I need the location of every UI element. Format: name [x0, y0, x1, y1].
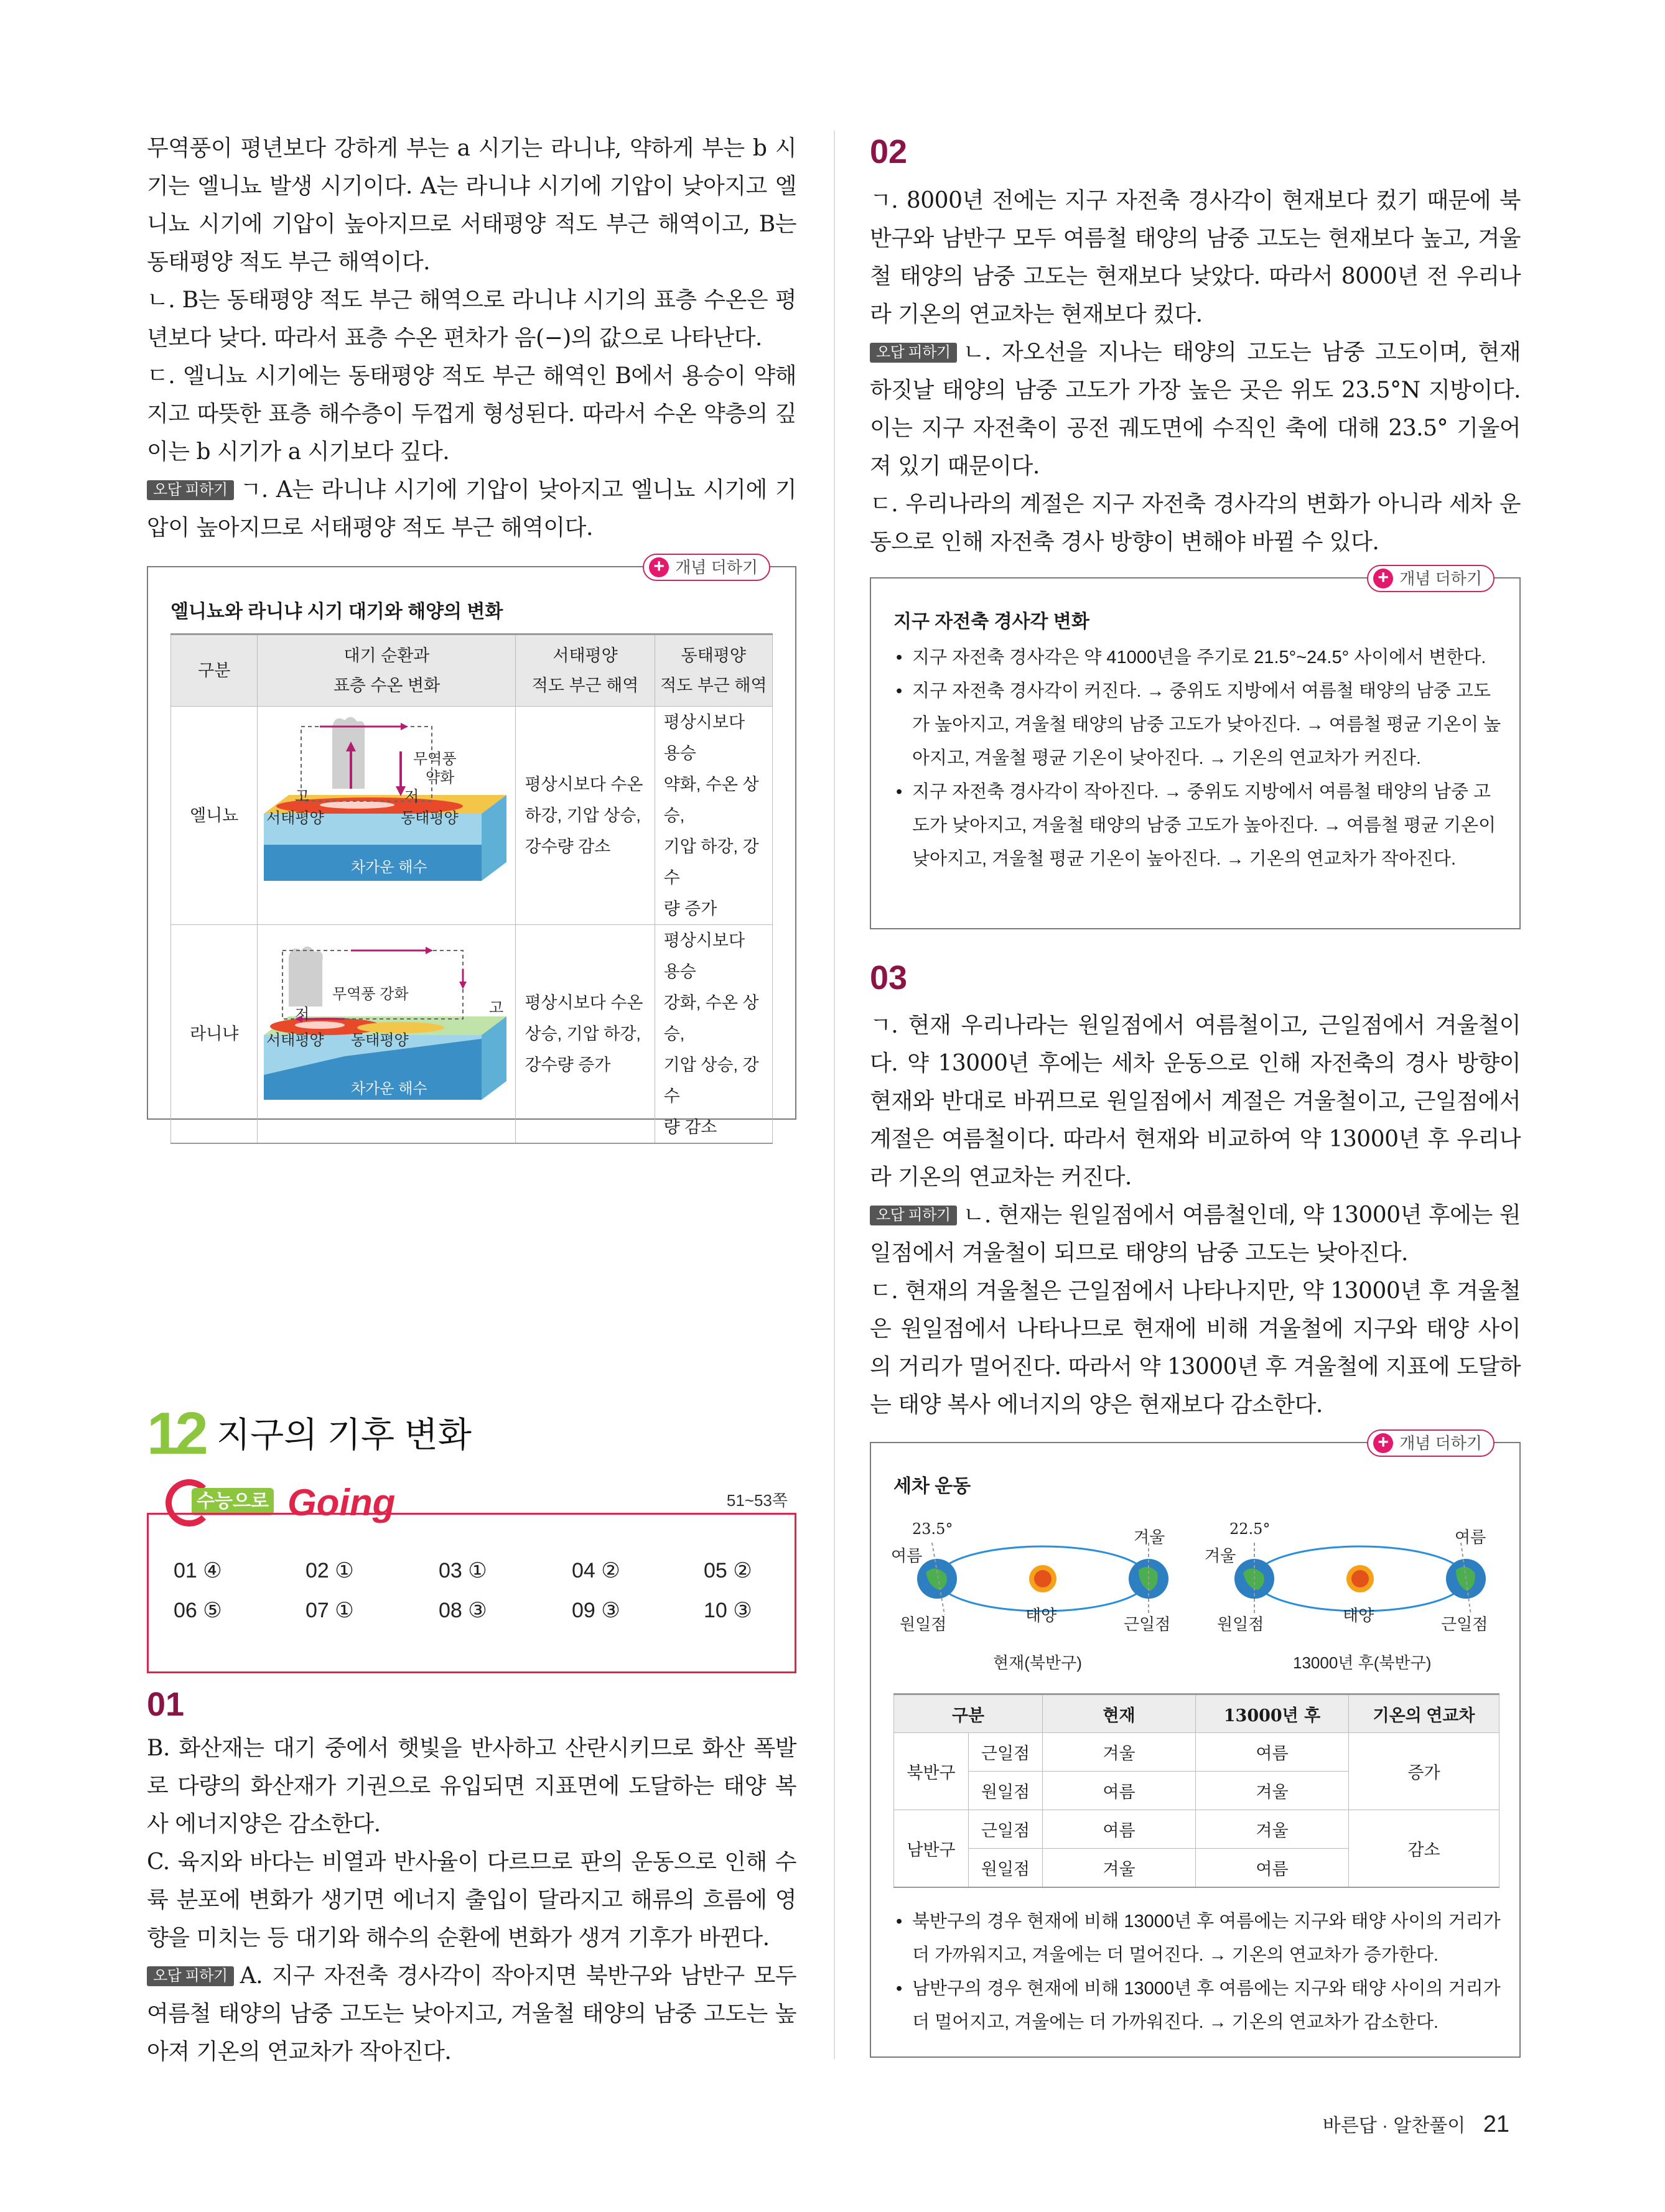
answer-item: 02 ①	[305, 1559, 354, 1582]
hemisphere-north: 북반구	[894, 1733, 969, 1810]
svg-text:차가운 해수: 차가운 해수	[351, 858, 428, 876]
intro-paragraph: 무역풍이 평년보다 강하게 부는 a 시기는 라니냐, 약하게 부는 b 시기는 엘니뇨 발생 시기이다. A는 라니냐 시기에 기압이 낮아지고 엘니뇨 시기에 기압이 높아지므로 서태평양 적도 부근 해역이고, B는 동태평양 적도 부근 해역이다.	[147, 136, 796, 275]
cell-far: 원일점	[969, 1772, 1043, 1810]
th-category: 구분	[894, 1694, 1043, 1733]
cell: 여름	[1196, 1849, 1349, 1887]
answer-n: ㄴ. B는 동태평양 적도 부근 해역으로 라니냐 시기의 표층 수온은 평년보다 낮다. 따라서 표층 수온 편차가 음(−)의 값으로 나타난다.	[147, 287, 796, 351]
th-circulation: 대기 순환과 표층 수온 변화	[258, 634, 516, 707]
svg-text:현재(북반구): 현재(북반구)	[993, 1653, 1082, 1672]
cell-near: 근일점	[969, 1810, 1043, 1849]
svg-text:원일점: 원일점	[1217, 1615, 1264, 1633]
concept-box-elnino	[147, 556, 796, 1136]
page-number: 21	[1483, 2111, 1509, 2137]
lanina-west: 평상시보다 수온 상승, 기압 하강, 강수량 증가	[516, 925, 655, 1144]
q01-b: B. 화산재는 대기 중에서 햇빛을 반사하고 산란시키므로 화산 폭발로 다량의 화산재가 기권으로 유입되면 지표면에 도달하는 태양 복사 에너지양은 감소한다.	[147, 1736, 796, 1837]
elnino-diagram	[258, 714, 515, 908]
svg-text:여름: 여름	[1455, 1528, 1486, 1546]
orbit-future	[1205, 1520, 1488, 1672]
row-elnino	[171, 707, 773, 925]
cell: 여름	[1196, 1733, 1349, 1772]
cell: 여름	[1043, 1772, 1196, 1810]
q02-avoid: 오답 피하기 ㄴ. 자오선을 지나는 태양의 고도는 남중 고도이며, 현재 하짓날 태양의 남중 고도가 가장 높은 곳은 위도 23.5°N 지방이다. 이는 지구 자전축이 공전 궤도면에 수직인 축에 대해 23.5° 기울어져 있기 때문이다.	[870, 340, 1521, 479]
cell: 겨울	[1196, 1772, 1349, 1810]
concept-tag: + 개념 더하기	[643, 554, 770, 581]
svg-text:겨울: 겨울	[1134, 1528, 1165, 1546]
lanina-figure	[258, 925, 516, 1144]
cell-far: 원일점	[969, 1849, 1043, 1887]
q03-avoid: 오답 피하기 ㄴ. 현재는 원일점에서 여름철인데, 약 13000년 후에는 원일점에서 겨울철이 되므로 태양의 남중 고도는 낮아진다.	[870, 1202, 1521, 1266]
th-west: 서태평양 적도 부근 해역	[516, 634, 655, 707]
avoid-badge: 오답 피하기	[870, 1206, 957, 1225]
box-title: 지구 자전축 경사각 변화	[893, 611, 1089, 632]
th-now: 현재	[1043, 1694, 1196, 1733]
precession-table	[893, 1693, 1499, 1888]
cell-diff: 증가	[1349, 1733, 1499, 1810]
th-diff: 기온의 연교차	[1349, 1694, 1499, 1733]
avoid-badge: 오답 피하기	[147, 1966, 234, 1986]
going-word: Going	[287, 1482, 396, 1523]
svg-text:겨울: 겨울	[1205, 1546, 1236, 1565]
th-east: 동태평양 적도 부근 해역	[655, 634, 772, 707]
svg-text:근일점: 근일점	[1441, 1615, 1488, 1633]
svg-text:23.5°: 23.5°	[912, 1520, 953, 1538]
svg-text:동태평양: 동태평양	[401, 809, 459, 827]
lanina-east: 평상시보다 용승 강화, 수온 상승, 기압 상승, 강수 량 감소	[655, 925, 772, 1144]
hemisphere-south: 남반구	[894, 1810, 969, 1887]
th-future: 13000년 후	[1196, 1694, 1349, 1733]
plus-icon: +	[649, 557, 669, 577]
cell: 겨울	[1196, 1810, 1349, 1849]
svg-text:서태평양: 서태평양	[266, 809, 325, 827]
answer-item: 03 ①	[439, 1559, 487, 1582]
cell-diff: 감소	[1349, 1810, 1499, 1887]
answer-d: ㄷ. 엘니뇨 시기에는 동태평양 적도 부근 해역인 B에서 용승이 약해지고 따뜻한 표층 해수층이 두껍게 형성된다. 따라서 수온 약층의 깊이는 b 시기가 a 시기보다 깊다.	[147, 363, 796, 465]
concept-tag: + 개념 더하기	[1367, 565, 1495, 592]
box-title: 세차 운동	[893, 1476, 971, 1497]
plus-icon: +	[1373, 569, 1393, 588]
orbit-now	[891, 1520, 1170, 1672]
q03-g: ㄱ. 현재 우리나라는 원일점에서 여름철이고, 근일점에서 겨울철이다. 약 13000년 후에는 세차 운동으로 인해 자전축의 경사 방향이 현재와 반대로 바뀌므로 원일점에서 계절은 겨울철이고, 근일점에서 계절은 여름철이다. 따라서 현재와 비교하여 약 13000년 후 우리나라 기온의 연교차는 커진다.	[870, 1013, 1521, 1190]
avoid-badge: 오답 피하기	[147, 480, 234, 500]
svg-text:여름: 여름	[891, 1546, 923, 1565]
bullet: • 북반구의 경우 현재에 비해 13000년 후 여름에는 지구와 태양 사이의 거리가 더 가까워지고, 겨울에는 더 멀어진다. → 기온의 연교차가 증가한다.	[896, 1912, 1501, 1965]
elnino-west: 평상시보다 수온 하강, 기압 상승, 강수량 감소	[516, 707, 655, 925]
going-prefix: 수능으로	[192, 1488, 274, 1515]
elnino-table	[170, 633, 773, 1144]
q01-c: C. 육지와 바다는 비열과 반사율이 다르므로 판의 운동으로 인해 수륙 분포에 변화가 생기면 에너지 출입이 달라지고 해류의 흐름에 영향을 미치는 등 대기와 해수의 순환에 변화가 생겨 기후가 바뀐다.	[147, 1849, 796, 1951]
answer-avoid: 오답 피하기 ㄱ. A는 라니냐 시기에 기압이 낮아지고 엘니뇨 시기에 기압이 높아지므로 서태평양 적도 부근 해역이다.	[147, 477, 796, 541]
svg-text:동태평양: 동태평양	[351, 1031, 409, 1049]
row-label: 엘니뇨	[171, 707, 258, 925]
cell: 여름	[1043, 1810, 1196, 1849]
page-footer	[1323, 2110, 1509, 2138]
concept-box-precession	[870, 1432, 1521, 2058]
chapter-number: 12	[147, 1400, 203, 1467]
q03-d: ㄷ. 현재의 겨울철은 근일점에서 나타나지만, 약 13000년 후 겨울철은 원일점에서 나타나므로 현재에 비해 겨울철에 지구와 태양 사이의 거리가 멀어진다. 따라서 약 13000년 후 겨울철에 지표에 도달하는 태양 복사 에너지의 양은 현재보다 감소한다.	[870, 1278, 1521, 1418]
th-category: 구분	[171, 634, 258, 707]
lanina-diagram	[258, 932, 515, 1127]
svg-text:저: 저	[404, 788, 419, 805]
row-label: 라니냐	[171, 925, 258, 1144]
svg-text:저: 저	[295, 1005, 310, 1023]
page-range: 51~53쪽	[726, 1491, 788, 1510]
concept-tag: + 개념 더하기	[1367, 1429, 1495, 1457]
avoid-badge: 오답 피하기	[870, 343, 957, 363]
svg-text:원일점: 원일점	[900, 1615, 947, 1633]
bullet: • 지구 자전축 경사각이 커진다. → 중위도 지방에서 여름철 태양의 남중 고도가 높아지고, 겨울철 태양의 남중 고도가 낮아진다. → 여름철 평균 기온이 높아지고, 겨울철 평균 기온이 낮아진다. → 기온의 연교차가 커진다.	[896, 681, 1501, 768]
question-number-03: 03	[870, 959, 908, 997]
cell-near: 근일점	[969, 1733, 1043, 1772]
svg-text:근일점: 근일점	[1124, 1615, 1171, 1633]
question-number-01: 01	[147, 1686, 185, 1723]
answer-item: 01 ④	[174, 1559, 222, 1582]
svg-text:무역풍 강화: 무역풍 강화	[332, 985, 409, 1003]
q01-avoid: 오답 피하기 A. 지구 자전축 경사각이 작아지면 북반구와 남반구 모두 여름철 태양의 남중 고도는 낮아지고, 겨울철 태양의 남중 고도는 높아져 기온의 연교차가 작아진다.	[147, 1963, 796, 2065]
svg-text:태양: 태양	[1025, 1606, 1057, 1625]
cell: 겨울	[1043, 1849, 1196, 1887]
answer-item: 06 ⑤	[174, 1599, 222, 1622]
cell: 겨울	[1043, 1733, 1196, 1772]
elnino-east: 평상시보다 용승 약화, 수온 상승, 기압 하강, 강수 량 증가	[655, 707, 772, 925]
row-lanina	[171, 925, 773, 1144]
question-number-02: 02	[870, 133, 908, 170]
svg-text:태양: 태양	[1343, 1606, 1374, 1625]
answer-box	[147, 1513, 796, 1673]
bullet: • 남반구의 경우 현재에 비해 13000년 후 여름에는 지구와 태양 사이의 거리가 더 멀어지고, 겨울에는 더 가까워진다. → 기온의 연교차가 감소한다.	[896, 1979, 1501, 2032]
answer-item: 04 ②	[572, 1559, 620, 1582]
chapter-title: 지구의 기후 변화	[217, 1415, 472, 1454]
chapter-heading	[147, 1400, 796, 1468]
bullet: • 지구 자전축 경사각이 작아진다. → 중위도 지방에서 여름철 태양의 남중 고도가 낮아지고, 겨울철 태양의 남중 고도가 높아진다. → 여름철 평균 기온이 낮아지고, 겨울철 평균 기온이 높아진다. → 기온의 연교차가 작아진다.	[896, 782, 1496, 869]
elnino-figure	[258, 707, 516, 925]
q02-d: ㄷ. 우리나라의 계절은 지구 자전축 경사각의 변화가 아니라 세차 운동으로 인해 자전축 경사 방향이 변해야 바뀔 수 있다.	[870, 491, 1521, 555]
svg-text:고: 고	[295, 788, 310, 805]
answer-item: 05 ②	[704, 1559, 752, 1582]
bullet: • 지구 자전축 경사각은 약 41000년을 주기로 21.5°~24.5° 사이에서 변한다.	[896, 648, 1486, 667]
column-divider	[834, 131, 835, 2059]
svg-text:차가운 해수: 차가운 해수	[351, 1080, 428, 1097]
answer-item: 09 ③	[572, 1599, 620, 1622]
svg-text:서태평양: 서태평양	[266, 1031, 325, 1049]
svg-text:무역풍: 무역풍	[413, 750, 457, 768]
q02-g: ㄱ. 8000년 전에는 지구 자전축 경사각이 현재보다 컸기 때문에 북반구와 남반구 모두 여름철 태양의 남중 고도는 현재보다 높고, 겨울철 태양의 남중 고도는 현재보다 낮았다. 따라서 8000년 전 우리나라 기온의 연교차는 현재보다 컸다.	[870, 188, 1521, 327]
answer-item: 08 ③	[439, 1599, 487, 1622]
svg-text:고: 고	[489, 999, 504, 1016]
svg-text:22.5°: 22.5°	[1229, 1520, 1271, 1538]
concept-box-tilt	[870, 567, 1521, 929]
precession-diagram	[887, 1505, 1503, 1680]
svg-text:13000년 후(북반구): 13000년 후(북반구)	[1293, 1653, 1432, 1672]
svg-text:약화: 약화	[426, 769, 455, 786]
footer-label: 바른답 · 알찬풀이	[1322, 2116, 1466, 2136]
answer-item: 10 ③	[704, 1599, 752, 1622]
answer-item: 07 ①	[305, 1599, 354, 1622]
box-title: 엘니뇨와 라니냐 시기 대기와 해양의 변화	[170, 602, 503, 622]
plus-icon: +	[1373, 1433, 1393, 1453]
